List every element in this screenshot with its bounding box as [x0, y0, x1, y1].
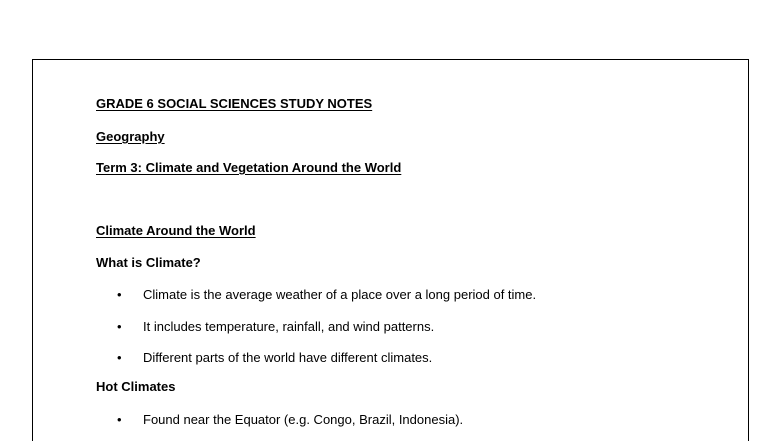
document-page: [32, 59, 749, 441]
list-item-text: Different parts of the world have different climates.: [143, 350, 433, 365]
list-item: [117, 319, 434, 335]
list-item: [117, 287, 536, 303]
list-item-text: Climate is the average weather of a place over a long period of time.: [143, 287, 537, 302]
subheading-what-is-climate: What is Climate?: [96, 255, 201, 270]
subheading-hot-climates: Hot Climates: [96, 379, 176, 394]
list-item-text: It includes temperature, rainfall, and wind patterns.: [143, 319, 435, 334]
section-heading: Climate Around the World: [96, 223, 256, 238]
subject-heading: Geography: [96, 129, 165, 144]
bullet-icon: •: [117, 350, 122, 365]
bullet-icon: •: [117, 287, 122, 302]
bullet-icon: •: [117, 412, 122, 427]
term-heading: Term 3: Climate and Vegetation Around the World: [96, 160, 402, 175]
list-item: [117, 412, 463, 428]
document-title: GRADE 6 SOCIAL SCIENCES STUDY NOTES: [96, 96, 373, 111]
list-item: [117, 350, 432, 366]
list-item-text: Found near the Equator (e.g. Congo, Brazil, Indonesia).: [143, 412, 464, 427]
bullet-icon: •: [117, 319, 122, 334]
